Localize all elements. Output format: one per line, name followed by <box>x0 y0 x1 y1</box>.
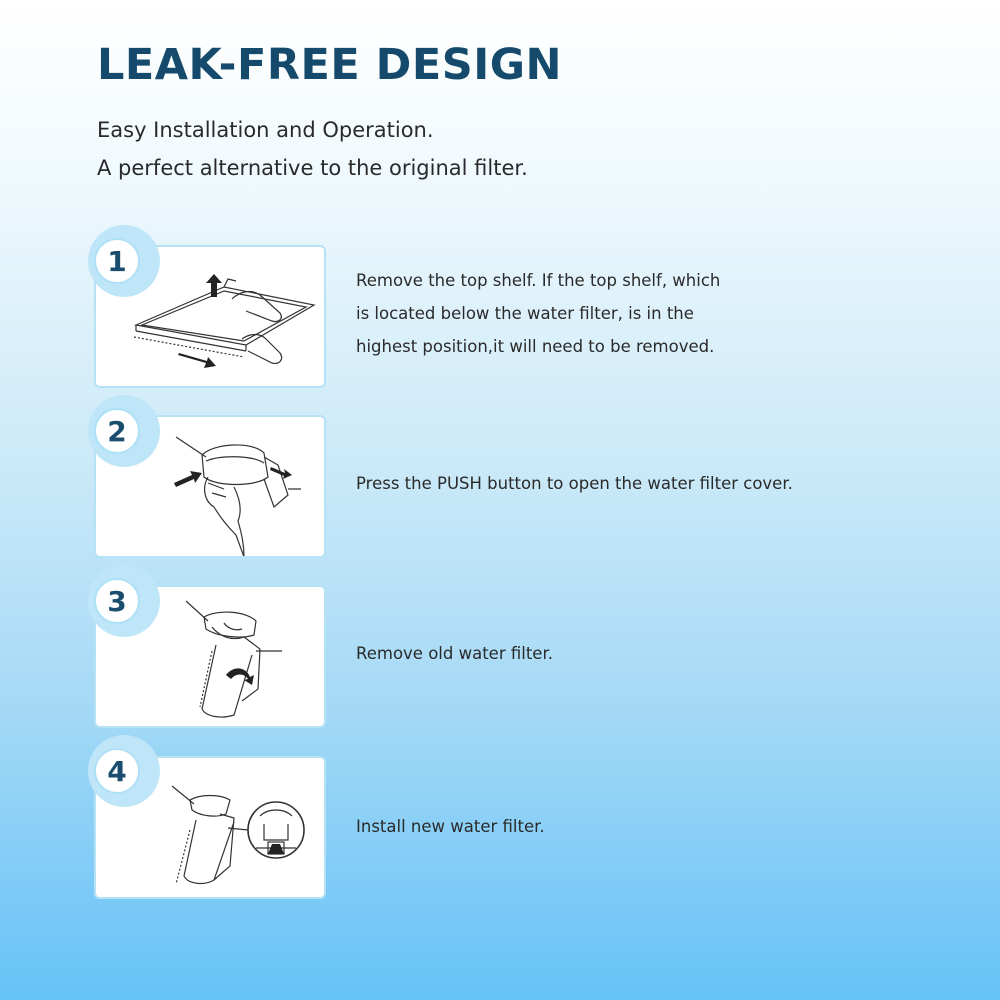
step-3-number-badge: 3 <box>94 578 140 624</box>
step-1-description <box>356 264 916 363</box>
subtitle-line-2: A perfect alternative to the original filter. <box>97 156 528 180</box>
subtitle-line-1: Easy Installation and Operation. <box>97 118 434 142</box>
step-1-line-2: is located below the water filter, is in the <box>356 304 694 323</box>
step-2-line-1: Press the PUSH button to open the water filter cover. <box>356 474 793 493</box>
page-title: LEAK-FREE DESIGN <box>97 40 563 90</box>
step-2-number-badge: 2 <box>94 408 140 454</box>
step-1-number-badge: 1 <box>94 238 140 284</box>
step-1-line-1: Remove the top shelf. If the top shelf, which <box>356 271 721 290</box>
step-4-line-1: Install new water filter. <box>356 817 545 836</box>
step-3-description <box>356 637 916 670</box>
step-1-line-3: highest position,it will need to be removed. <box>356 337 715 356</box>
step-3-line-1: Remove old water filter. <box>356 644 553 663</box>
step-4-number-badge: 4 <box>94 748 140 794</box>
step-2-description <box>356 467 916 500</box>
step-4-description <box>356 810 916 843</box>
